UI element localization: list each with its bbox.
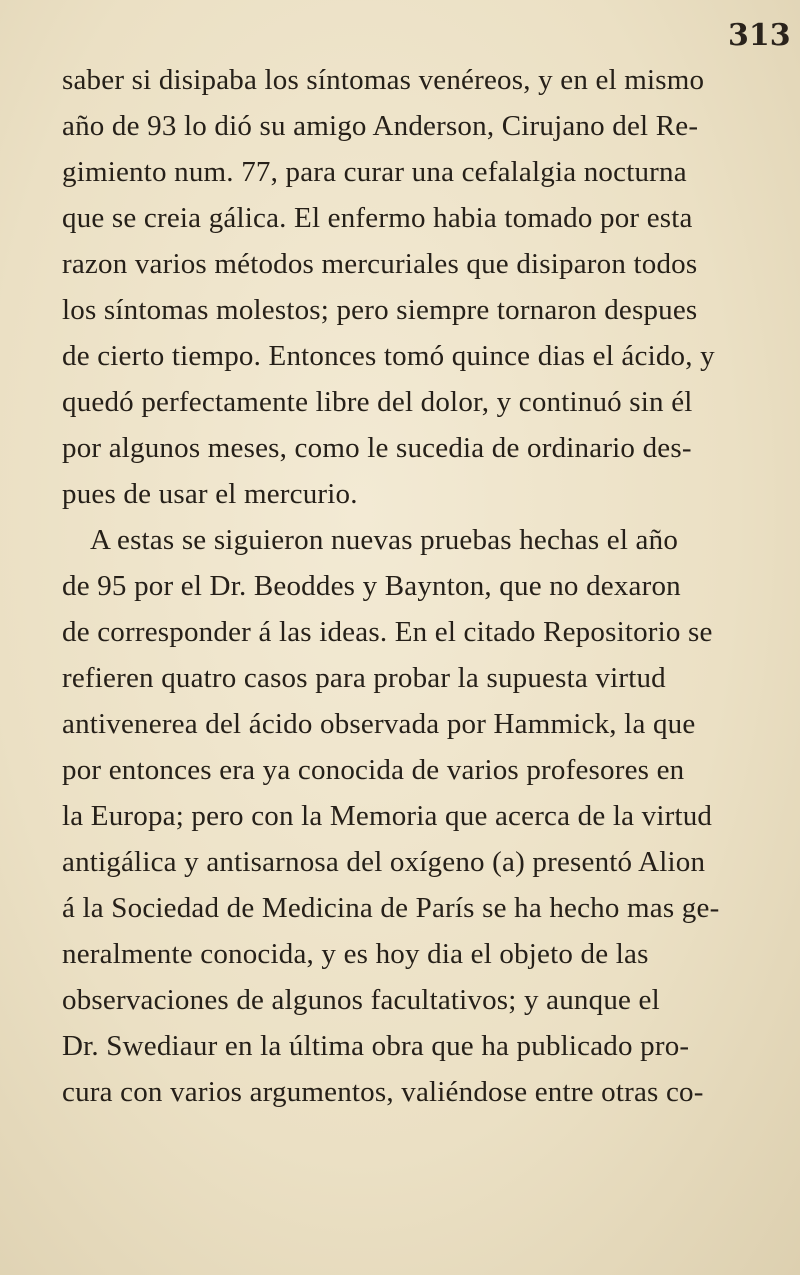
text-line: de 95 por el Dr. Beoddes y Baynton, que no dexaron (62, 570, 681, 602)
text-line: gimiento num. 77, para curar una cefalalgia nocturna (62, 156, 687, 188)
text-line: de cierto tiempo. Entonces tomó quince dias el ácido, y (62, 340, 715, 372)
text-line: de corresponder á las ideas. En el citado Repositorio se (62, 616, 713, 648)
text-line: por entonces era ya conocida de varios profesores en (62, 754, 685, 786)
text-line: observaciones de algunos facultativos; y aunque el (62, 984, 660, 1016)
text-line: por algunos meses, como le sucedia de ordinario des- (62, 432, 692, 464)
text-line: los síntomas molestos; pero siempre tornaron despues (62, 294, 698, 326)
text-line: antivenerea del ácido observada por Hammick, la que (62, 708, 696, 740)
text-line: quedó perfectamente libre del dolor, y continuó sin él (62, 386, 693, 418)
text-line: refieren quatro casos para probar la supuesta virtud (62, 662, 666, 694)
text-line: cura con varios argumentos, valiéndose entre otras co- (62, 1076, 704, 1108)
text-line: A estas se siguieron nuevas pruebas hechas el año (90, 524, 679, 556)
text-line: antigálica y antisarnosa del oxígeno (a) presentó Alion (62, 846, 706, 878)
text-line: año de 93 lo dió su amigo Anderson, Cirujano del Re- (62, 110, 699, 142)
text-line: saber si disipaba los síntomas venéreos, y en el mismo (62, 64, 705, 96)
text-line: razon varios métodos mercuriales que disiparon todos (62, 248, 698, 280)
text-line: á la Sociedad de Medicina de París se ha hecho mas ge- (62, 892, 720, 924)
text-line: la Europa; pero con la Memoria que acerca de la virtud (62, 800, 713, 832)
text-line: pues de usar el mercurio. (62, 478, 358, 510)
text-line: que se creia gálica. El enfermo habia tomado por esta (62, 202, 693, 234)
page-number: 313 (728, 18, 791, 53)
text-line: Dr. Swediaur en la última obra que ha publicado pro- (62, 1030, 690, 1062)
text-line: neralmente conocida, y es hoy dia el objeto de las (62, 938, 649, 970)
